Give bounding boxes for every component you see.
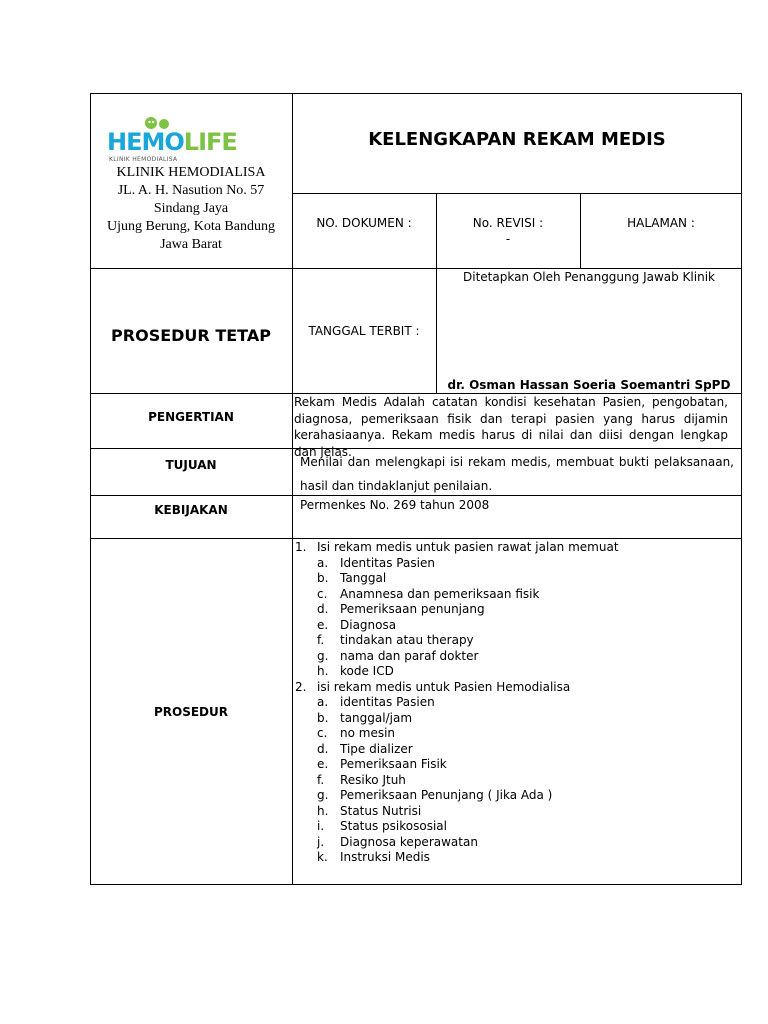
- subitem-text: Diagnosa: [340, 617, 397, 632]
- subitem-text: Tanggal: [340, 571, 387, 585]
- subitem-letter: e.: [317, 617, 329, 632]
- subitem-letter: d.: [317, 602, 329, 616]
- column-divider: [292, 93, 293, 885]
- kebijakan-text: Permenkes No. 269 tahun 2008: [300, 498, 490, 512]
- subitem-text: identitas Pasien: [340, 695, 435, 709]
- subitem-text: tanggal/jam: [340, 710, 413, 725]
- logo-hem: HEM: [107, 128, 165, 156]
- sop-document: [90, 93, 742, 885]
- clinic-name: KLINIK HEMODIALISA: [116, 165, 266, 180]
- row-divider: [292, 193, 742, 194]
- clinic-district: Ujung Berung, Kota Bandung: [107, 219, 275, 234]
- clinic-street: JL. A. H. Nasution No. 57: [117, 183, 265, 198]
- column-divider: [580, 193, 581, 268]
- border-bottom: [90, 884, 742, 885]
- subitem-letter: a.: [317, 695, 329, 709]
- subitem-text: Pemeriksaan penunjang: [340, 602, 485, 616]
- kebijakan-label: KEBIJAKAN: [154, 503, 228, 517]
- ditetapkan-text: Ditetapkan Oleh Penanggung Jawab Klinik: [463, 270, 715, 284]
- no-revisi-label: No. REVISI :: [472, 216, 544, 230]
- logo-o: O: [164, 128, 184, 156]
- clinic-province: Jawa Barat: [160, 237, 222, 252]
- subitem-letter: h.: [317, 664, 329, 678]
- subitem-letter: k.: [317, 850, 328, 864]
- border-right: [741, 93, 742, 885]
- row-divider: [90, 538, 742, 539]
- prosedur-label: PROSEDUR: [153, 705, 229, 719]
- subitem-text: Pemeriksaan Fisik: [340, 757, 447, 771]
- subitem-letter: h.: [317, 803, 329, 818]
- subitem-text: nama dan paraf dokter: [340, 648, 479, 663]
- logo-life: LIFE: [183, 128, 237, 156]
- step-number: 1.: [295, 540, 307, 554]
- prosedur-tetap-label: PROSEDUR TETAP: [111, 326, 271, 345]
- subitem-letter: b.: [317, 710, 329, 725]
- logo-subtitle: KLINIK HEMODIALISA: [109, 156, 178, 163]
- subitem-text: Tipe dializer: [340, 741, 413, 756]
- subitem-text: tindakan atau therapy: [340, 633, 474, 647]
- pengertian-text: Rekam Medis Adalah catatan kondisi kesehatan Pasien, pengobatan, diagnosa, pemeriksaan fisik dan terapi pasien yang harus dijamin kerahasiaanya. Rekam medis harus di nilai dan diisi dengan lengkap dan jelas.: [294, 395, 728, 459]
- subitem-text: Status psikososial: [340, 819, 447, 833]
- subitem-text: Diagnosa keperawatan: [340, 834, 478, 849]
- logo-wordmark: [107, 128, 237, 156]
- hemolife-logo: [107, 116, 247, 166]
- no-revisi-value: -: [505, 232, 511, 246]
- tanggal-terbit-label: TANGGAL TERBIT :: [308, 324, 420, 338]
- clinic-area: Sindang Jaya: [153, 201, 229, 216]
- subitem-letter: i.: [317, 819, 325, 833]
- subitem-text: no mesin: [340, 726, 396, 740]
- clinic-address: [90, 164, 292, 254]
- subitem-text: kode ICD: [340, 664, 394, 678]
- row-divider: [90, 268, 742, 269]
- subitem-letter: e.: [317, 757, 329, 771]
- pengertian-label: PENGERTIAN: [148, 410, 234, 424]
- tujuan-label: TUJUAN: [165, 458, 217, 472]
- halaman-label: HALAMAN :: [627, 216, 695, 230]
- signatory-name: dr. Osman Hassan Soeria Soemantri SpPD: [447, 378, 731, 392]
- step-text: isi rekam medis untuk Pasien Hemodialisa: [317, 679, 571, 694]
- tujuan-text: Menilai dan melengkapi isi rekam medis, membuat bukti pelaksanaan, hasil dan tindaklanjut penilaian.: [300, 455, 734, 493]
- subitem-letter: a.: [317, 555, 329, 570]
- subitem-letter: f.: [317, 633, 325, 647]
- border-top: [90, 93, 742, 94]
- subitem-letter: b.: [317, 571, 329, 585]
- subitem-text: Pemeriksaan Penunjang ( Jika Ada ): [340, 788, 553, 802]
- subitem-letter: c.: [317, 726, 328, 740]
- subitem-letter: f.: [317, 772, 325, 787]
- subitem-letter: g.: [317, 648, 329, 663]
- subitem-text: Identitas Pasien: [340, 555, 435, 570]
- subitem-letter: g.: [317, 788, 329, 802]
- subitem-letter: d.: [317, 741, 329, 756]
- step-text: Isi rekam medis untuk pasien rawat jalan memuat: [317, 540, 619, 554]
- subitem-text: Instruksi Medis: [340, 850, 430, 864]
- subitem-letter: c.: [317, 586, 328, 601]
- no-dokumen-label: NO. DOKUMEN :: [316, 216, 412, 230]
- step-number: 2.: [295, 679, 307, 694]
- subitem-text: Status Nutrisi: [340, 803, 422, 818]
- document-title: KELENGKAPAN REKAM MEDIS: [368, 129, 666, 150]
- subitem-letter: j.: [317, 834, 325, 849]
- subitem-text: Resiko Jtuh: [340, 772, 406, 787]
- subitem-text: Anamnesa dan pemeriksaan fisik: [340, 586, 540, 601]
